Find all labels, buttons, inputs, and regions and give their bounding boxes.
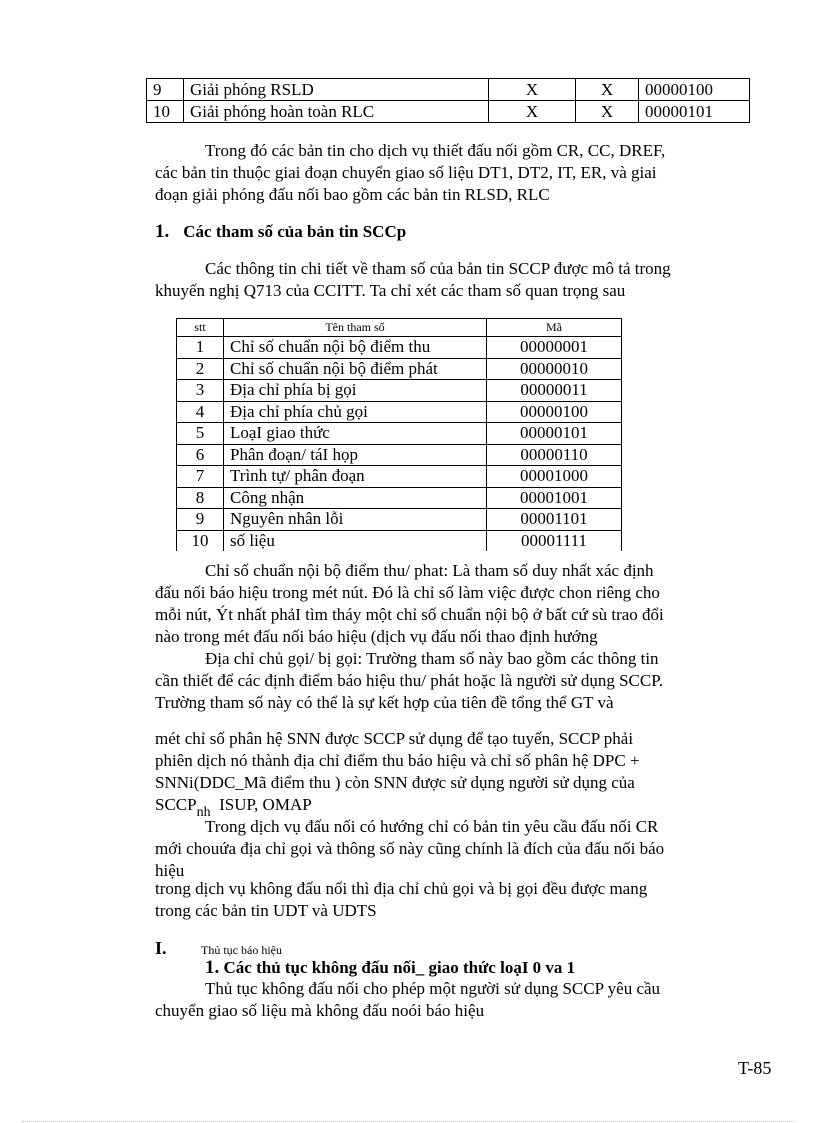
section-heading-sccp-parameters: 1. Các tham số của bản tin SCCp [155,221,407,242]
paragraph-connection-oriented: Trong dịch vụ đấu nối có hướng chỉ có bản tin yêu cầu đấu nối CR mới chouứa địa chỉ gọi và thông số này cũng chính là đích của đấu nối báo hiệu [155,817,665,880]
table-row: 1 Chỉ số chuẩn nội bộ điểm thu 00000001 [177,337,622,359]
table-row: 9 Nguyên nhân lỗi 00001101 [177,509,622,531]
page-number: T-85 [738,1058,772,1078]
paragraph-local-reference: Chỉ số chuẩn nội bộ điểm thu/ phat: Là tham số duy nhất xác định đấu nối báo hiệu trong mét nút. Đó là chỉ số làm việc được chon riêng cho mỗi nút, Ýt nhất phảI tìm tháy một chỉ số chuẩn nội bộ ở bất cứ sù trao đổi nào trong mét đấu nối báo hiệu (dịch vụ đấu nối thao định hướng [155,561,664,646]
table-row: 5 LoạI giao thức 00000101 [177,423,622,445]
table-header-row: stt Tên tham số Mã [177,319,622,337]
parameter-table [176,318,622,551]
sccp-users-line: $SCCP_{nh}$ ISUP, OMAP [155,795,312,820]
table-row: 4 Địa chỉ phía chủ gọi 00000100 [177,401,622,423]
table-row: 7 Trình tự/ phân đoạn 00001000 [177,466,622,488]
table-row: 3 Địa chỉ phía bị gọi 00000011 [177,380,622,402]
section-heading-signaling-procedures: I. Thủ tục báo hiệu [155,938,282,958]
paragraph-subsystem: mét chỉ số phân hệ SNN được SCCP sử dụng để tạo tuyến, SCCP phải phiên dịch nó thành địa chỉ điểm thu báo hiệu và chỉ số phân hệ DPC + SNNi(DDC_Mã điểm thu ) còn SNN được sử dụng người sử dụng của $SCCP_{nh}$ ISUP, OMAP [155,728,755,824]
table-row: 2 Chỉ số chuẩn nội bộ điểm phát 00000010 [177,358,622,380]
table-row: 9 Giải phóng RSLD X X 00000100 [147,79,750,101]
table-row: 6 Phân đoạn/ táI họp 00000110 [177,444,622,466]
table-row: 10 Giải phóng hoàn toàn RLC X X 00000101 [147,101,750,123]
page-bottom-divider [22,1121,794,1122]
paragraph-connectionless: trong dịch vụ không đấu nối thì địa chỉ chủ gọi và bị gọi đều được mang trong các bản tin UDT và UDTS [155,879,648,920]
paragraph-connectionless-procedure: Thủ tục không đấu nối cho phép một người sử dụng SCCP yêu cầu chuyển giao số liệu mà không đấu noói báo hiệu [155,979,661,1020]
table-row: 8 Công nhận 00001001 [177,487,622,509]
subsection-heading-connectionless: 1. Các thủ tục không đấu nối_ giao thức loạI 0 va 1 [205,957,576,978]
message-table [146,78,750,123]
paragraph-message-types: Trong đó các bản tin cho dịch vụ thiết đấu nối gồm CR, CC, DREF, các bản tin thuộc giai đoạn chuyển giao số liệu DT1, DT2, IT, ER, và giai đoạn giải phóng đấu nối bao gồm các bản tin RLSD, RLC [155,141,666,204]
paragraph-q713: Các thông tin chi tiết về tham số của bản tin SCCP được mô tả trong khuyến nghị Q713 của CCITT. Ta chỉ xét các tham số quan trọng sau [155,259,671,300]
paragraph-address: Địa chỉ chủ gọi/ bị gọi: Trường tham số này bao gồm các thông tin cần thiết để các định điểm báo hiệu thu/ phát hoặc là người sử dụng SCCP. Trường tham số này có thể là sự kết hợp của tiên đề tổng thể GT và [155,649,664,712]
table-row: 10 số liệu 00001111 [177,530,622,551]
